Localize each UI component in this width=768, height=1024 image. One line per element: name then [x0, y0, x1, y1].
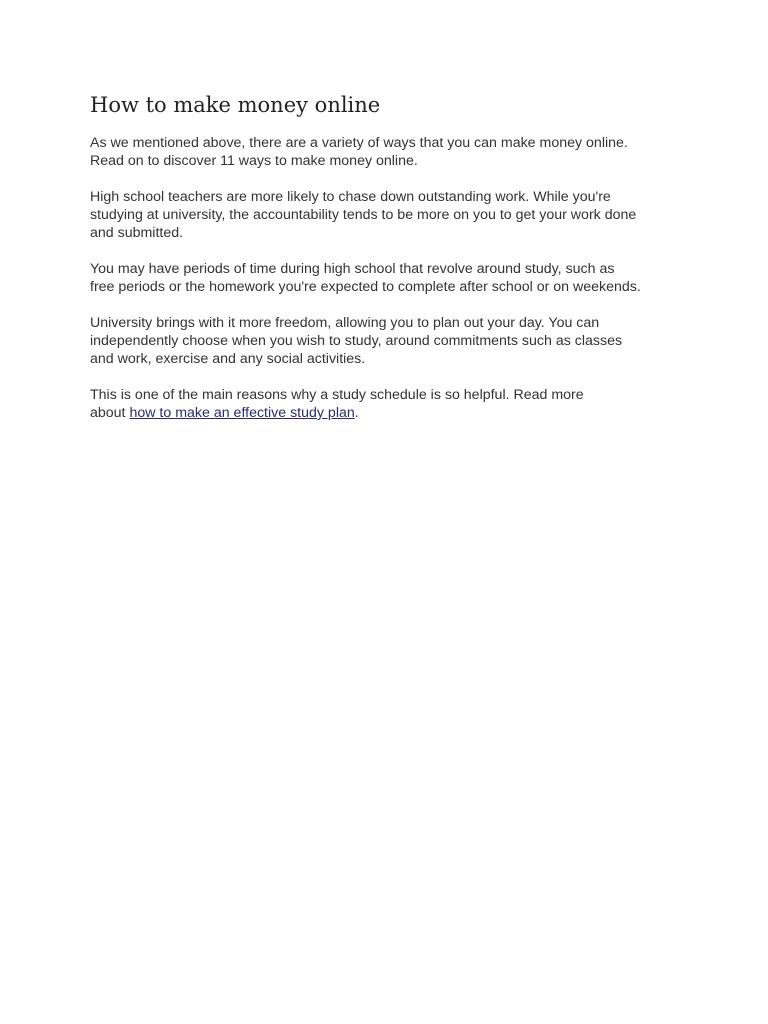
- paragraph-line: free periods or the homework you're expected to complete after school or on weekends.: [90, 279, 641, 295]
- paragraph-line: This is one of the main reasons why a study schedule is so helpful. Read more: [90, 387, 584, 403]
- paragraph-line: and work, exercise and any social activities.: [90, 351, 366, 367]
- link-prefix-text: about: [90, 405, 130, 421]
- paragraph-line: Read on to discover 11 ways to make money online.: [90, 153, 418, 169]
- article-title: How to make money online: [90, 93, 381, 117]
- paragraph-accountability: [90, 188, 690, 242]
- paragraph-university: [90, 314, 690, 368]
- study-plan-link[interactable]: how to make an effective study plan: [129, 405, 355, 421]
- paragraph-line: High school teachers are more likely to chase down outstanding work. While you're: [90, 189, 611, 205]
- paragraph-line: University brings with it more freedom, allowing you to plan out your day. You can: [90, 315, 600, 331]
- paragraph-line-with-link: [90, 404, 690, 422]
- paragraph-line: You may have periods of time during high school that revolve around study, such as: [90, 261, 615, 277]
- paragraph-intro: [90, 134, 690, 170]
- link-suffix-text: .: [354, 405, 359, 421]
- paragraph-study-schedule: [90, 386, 690, 422]
- paragraph-line: As we mentioned above, there are a variety of ways that you can make money online.: [90, 135, 628, 151]
- paragraph-line: and submitted.: [90, 225, 184, 241]
- paragraph-high-school: [90, 260, 690, 296]
- paragraph-line: studying at university, the accountability tends to be more on you to get your work done: [90, 207, 637, 223]
- article: [90, 90, 690, 440]
- paragraph-line: independently choose when you wish to study, around commitments such as classes: [90, 333, 623, 349]
